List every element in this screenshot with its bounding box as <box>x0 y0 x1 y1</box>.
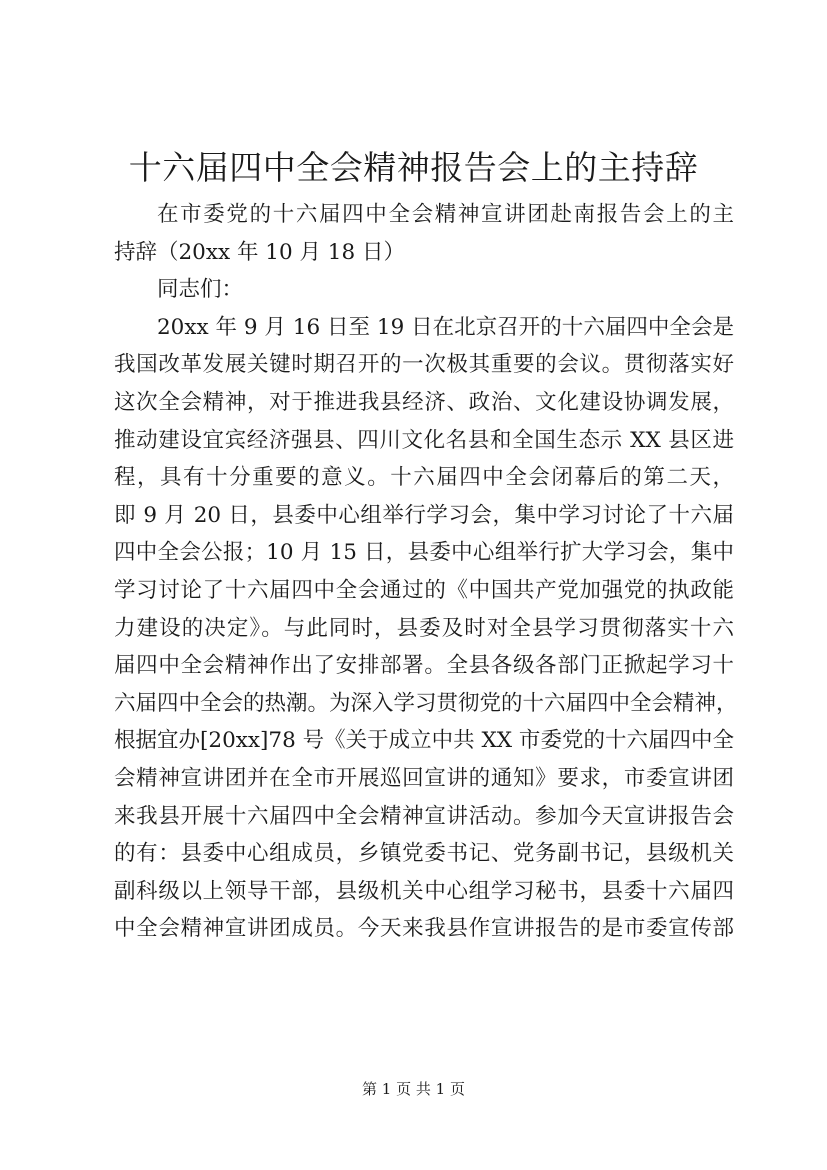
paragraph-line: 推动建设宜宾经济强县、四川文化名县和全国生态示 XX 县区进 <box>114 427 734 453</box>
paragraph-line: 程，具有十分重要的意义。十六届四中全会闭幕后的第二天， <box>114 465 734 491</box>
paragraph-line: 学习讨论了十六届四中全会通过的《中国共产党加强党的执政能 <box>114 577 734 603</box>
paragraph-line: 副科级以上领导干部，县级机关中心组学习秘书，县委十六届四 <box>114 878 734 904</box>
subtitle-line: 在市委党的十六届四中全会精神宣讲团赴南报告会上的主 <box>157 202 734 227</box>
page-footer: 第 1 页 共 1 页 <box>362 1080 465 1098</box>
paragraph-line: 四中全会公报；10 月 15 日，县委中心组举行扩大学习会，集中 <box>114 540 734 566</box>
document-body <box>114 196 738 948</box>
paragraph-line: 六届四中全会的热潮。为深入学习贯彻党的十六届四中全会精神， <box>114 690 738 716</box>
paragraph-line: 届四中全会精神作出了安排部署。全县各级各部门正掀起学习十 <box>114 653 734 679</box>
paragraph-line: 根据宜办[20xx]78 号《关于成立中共 XX 市委党的十六届四中全 <box>114 728 734 754</box>
paragraph-line: 力建设的决定》。与此同时，县委及时对全县学习贯彻落实十六 <box>114 615 734 641</box>
paragraph-line: 中全会精神宣讲团成员。今天来我县作宣讲报告的是市委宣传部 <box>114 916 734 942</box>
page-title: 十六届四中全会精神报告会上的主持辞 <box>128 148 699 187</box>
subtitle-line: 持辞（20xx 年 10 月 18 日） <box>114 239 405 265</box>
paragraph-line: 来我县开展十六届四中全会精神宣讲活动。参加今天宣讲报告会 <box>114 803 734 829</box>
salutation: 同志们： <box>157 277 244 303</box>
paragraph-line: 即 9 月 20 日，县委中心组举行学习会，集中学习讨论了十六届 <box>114 502 734 528</box>
paragraph-line: 20xx 年 9 月 16 日至 19 日在北京召开的十六届四中全会是 <box>157 314 734 340</box>
paragraph-line: 会精神宣讲团并在全市开展巡回宣讲的通知》要求，市委宣讲团 <box>114 765 734 791</box>
paragraph-line: 的有：县委中心组成员，乡镇党委书记、党务副书记，县级机关 <box>114 841 734 867</box>
paragraph-line: 我国改革发展关键时期召开的一次极其重要的会议。贯彻落实好 <box>114 352 734 378</box>
paragraph-line: 这次全会精神，对于推进我县经济、政治、文化建设协调发展， <box>114 389 734 415</box>
